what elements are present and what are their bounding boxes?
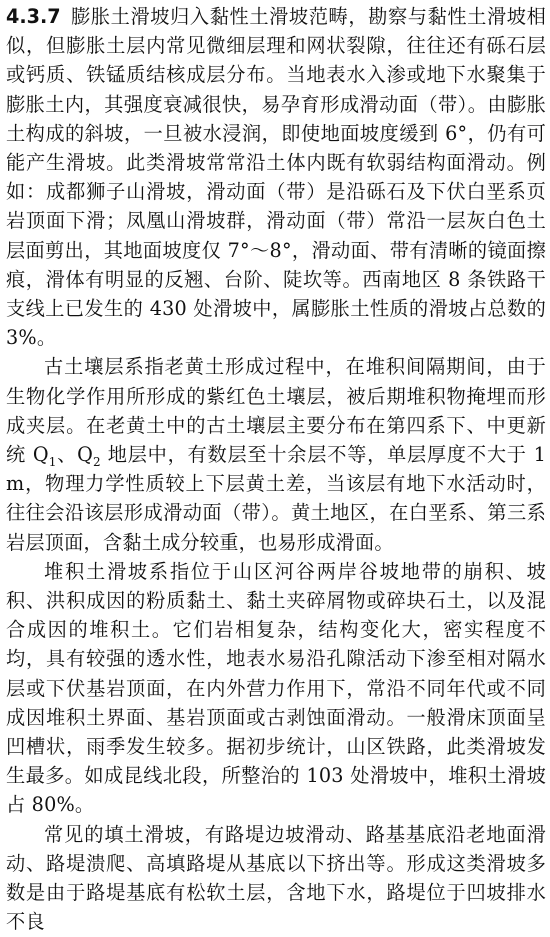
colluvium-text: 系指位于山区河谷两岸谷坡地带的崩积、坡积、洪积成因的粉质黏土、黏土夹碎屑物或碎块石土，以及混合成因的堆积土。它们岩相复杂，结构变化大，密实程度不均，具有较强的透水性，地表水易沿孔隙活动下渗至相对隔水层或下伏基岩顶面，在内外营力作用下，常沿不同年代或不同成因堆积土界面、基岩顶面或古剥蚀面滑动。一般滑床顶面呈凹槽状，雨季发生较多。据初步统计，山区铁路，此类滑坡发生最多。如成昆线北段，所整治的 103 处滑坡中，堆积土滑坡占 80%。 [6,559,546,817]
paleosol-text-c: 地层中，有数层至十余层不等，单层厚度不大于 1 m，物理力学性质较上下层黄土差，当该层有地下水活动时，往往会沿该层形成滑动面（带）。黄土地区，在白垩系、第三系岩层顶面，含黏土成分较重，也易形成滑面。 [6,443,546,554]
paleosol-lead: 古土壤层 [44,355,125,379]
colluvium-landslide-paragraph [6,557,546,820]
paleosol-paragraph [6,352,546,556]
paleosol-text-b: 、Q [56,443,94,467]
document-page [6,2,546,937]
q1-subscript: 1 [48,454,57,469]
fill-text: ，有路堤边坡滑动、路基基底沿老地面滑动、路堤溃爬、高填路堤从基底以下挤出等。形成这类滑坡多数是由于路堤基底有松软土层，含地下水，路堤位于凹坡排水不良 [6,822,546,934]
fill-lead: 常见的填土滑坡 [44,822,185,846]
q2-subscript: 2 [93,454,101,469]
colluvium-lead: 堆积土滑坡 [44,559,149,583]
section-title: 膨胀土滑坡 [70,5,171,28]
section-number: 4.3.7 [6,5,61,28]
section-intro-text: 归入黏性土滑坡范畴，勘察与黏性土滑坡相似，但膨胀土层内常见微细层理和网状裂隙，往往还有砾石层或钙质、铁锰质结核成层分布。当地表水入渗或地下水聚集于膨胀土内，其强度衰减很快，易孕育形成滑动面（带）。由膨胀土构成的斜坡，一旦被水浸润，即使地面坡度缓到 6°，仍有可能产生滑坡。此类滑坡常常沿土体内既有软弱结构面滑动。例如：成都狮子山滑坡，滑动面（带）是沿砾石及下伏白垩系页岩顶面下滑；凤凰山滑坡群，滑动面（带）常沿一层灰白色土层面剪出，其地面坡度仅 7°～8°，滑动面、带有清晰的镜面擦痕，滑体有明显的反翘、台阶、陡坎等。西南地区 8 条铁路干支线上已发生的 430 处滑坡中，属膨胀土性质的滑坡占总数的 3%。 [6,5,546,350]
paleosol-text-a: 系指老黄土形成过程中，在堆积间隔期间，由于生物化学作用所形成的紫红色土壤层，被后期堆积物掩埋而形成夹层。在老黄土中的古土壤层主要分布在第四系下、中更新统 Q [6,355,546,467]
section-4-3-7-paragraph [6,2,546,352]
fill-landslide-paragraph [6,820,546,937]
